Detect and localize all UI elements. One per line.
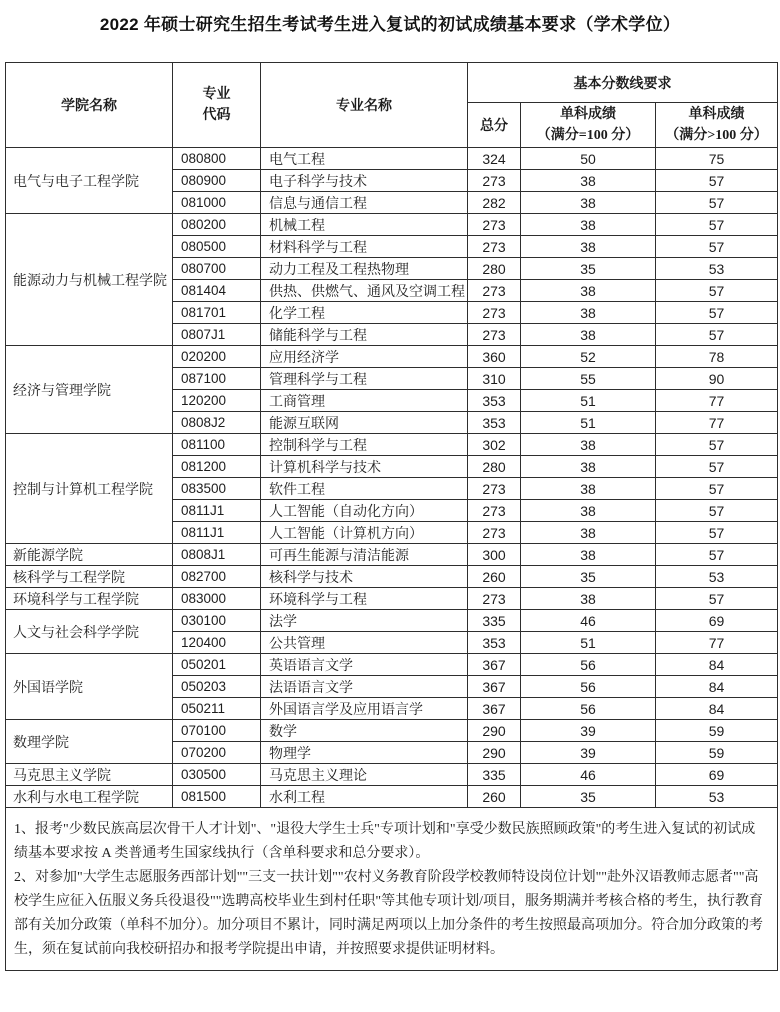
total-score-cell: 273 xyxy=(468,500,521,522)
single-eq100-cell: 39 xyxy=(521,742,656,764)
single-eq100-cell: 46 xyxy=(521,610,656,632)
col-header-single-eq100 xyxy=(521,103,656,148)
single-eq100-cell: 51 xyxy=(521,412,656,434)
col-header-single-gt100-line2: （满分>100 分） xyxy=(665,128,768,143)
single-gt100-cell: 69 xyxy=(656,610,778,632)
major-name-cell: 人工智能（计算机方向） xyxy=(261,522,468,544)
single-eq100-cell: 38 xyxy=(521,522,656,544)
total-score-cell: 360 xyxy=(468,346,521,368)
major-code-cell: 081500 xyxy=(173,786,261,808)
single-gt100-cell: 53 xyxy=(656,786,778,808)
col-header-single-gt100-line1: 单科成绩 xyxy=(688,107,745,122)
major-code-cell: 0808J1 xyxy=(173,544,261,566)
single-eq100-cell: 35 xyxy=(521,786,656,808)
major-code-cell: 081200 xyxy=(173,456,261,478)
table-row xyxy=(6,148,778,170)
single-gt100-cell: 53 xyxy=(656,258,778,280)
single-gt100-cell: 84 xyxy=(656,654,778,676)
table-row xyxy=(6,786,778,808)
total-score-cell: 290 xyxy=(468,720,521,742)
total-score-cell: 273 xyxy=(468,236,521,258)
college-cell: 数理学院 xyxy=(6,720,173,764)
major-name-cell: 计算机科学与技术 xyxy=(261,456,468,478)
single-gt100-cell: 59 xyxy=(656,742,778,764)
col-header-code xyxy=(173,63,261,148)
major-name-cell: 法语语言文学 xyxy=(261,676,468,698)
total-score-cell: 367 xyxy=(468,654,521,676)
major-code-cell: 087100 xyxy=(173,368,261,390)
major-code-cell: 080800 xyxy=(173,148,261,170)
college-cell: 经济与管理学院 xyxy=(6,346,173,434)
single-gt100-cell: 57 xyxy=(656,170,778,192)
single-eq100-cell: 51 xyxy=(521,632,656,654)
single-eq100-cell: 38 xyxy=(521,588,656,610)
total-score-cell: 273 xyxy=(468,588,521,610)
major-name-cell: 控制科学与工程 xyxy=(261,434,468,456)
major-name-cell: 环境科学与工程 xyxy=(261,588,468,610)
total-score-cell: 335 xyxy=(468,764,521,786)
major-name-cell: 电子科学与技术 xyxy=(261,170,468,192)
single-gt100-cell: 57 xyxy=(656,434,778,456)
major-name-cell: 公共管理 xyxy=(261,632,468,654)
single-eq100-cell: 38 xyxy=(521,214,656,236)
college-cell: 新能源学院 xyxy=(6,544,173,566)
single-gt100-cell: 57 xyxy=(656,324,778,346)
table-row xyxy=(6,434,778,456)
major-name-cell: 电气工程 xyxy=(261,148,468,170)
major-code-cell: 081404 xyxy=(173,280,261,302)
major-code-cell: 070100 xyxy=(173,720,261,742)
single-gt100-cell: 57 xyxy=(656,302,778,324)
total-score-cell: 273 xyxy=(468,170,521,192)
major-code-cell: 050211 xyxy=(173,698,261,720)
table-body xyxy=(6,148,778,971)
major-code-cell: 083000 xyxy=(173,588,261,610)
major-code-cell: 080500 xyxy=(173,236,261,258)
major-name-cell: 能源互联网 xyxy=(261,412,468,434)
total-score-cell: 367 xyxy=(468,676,521,698)
major-code-cell: 0811J1 xyxy=(173,522,261,544)
major-code-cell: 020200 xyxy=(173,346,261,368)
major-name-cell: 外国语言学及应用语言学 xyxy=(261,698,468,720)
total-score-cell: 367 xyxy=(468,698,521,720)
total-score-cell: 300 xyxy=(468,544,521,566)
single-gt100-cell: 53 xyxy=(656,566,778,588)
single-gt100-cell: 90 xyxy=(656,368,778,390)
notes-row xyxy=(6,808,778,971)
college-cell: 水利与水电工程学院 xyxy=(6,786,173,808)
major-code-cell: 0807J1 xyxy=(173,324,261,346)
major-code-cell: 050201 xyxy=(173,654,261,676)
single-gt100-cell: 78 xyxy=(656,346,778,368)
major-name-cell: 机械工程 xyxy=(261,214,468,236)
major-name-cell: 储能科学与工程 xyxy=(261,324,468,346)
single-gt100-cell: 57 xyxy=(656,192,778,214)
single-eq100-cell: 35 xyxy=(521,566,656,588)
total-score-cell: 310 xyxy=(468,368,521,390)
single-gt100-cell: 57 xyxy=(656,588,778,610)
table-row xyxy=(6,544,778,566)
col-header-code-line1: 专业 xyxy=(202,87,231,102)
col-header-code-line2: 代码 xyxy=(202,108,231,123)
total-score-cell: 290 xyxy=(468,742,521,764)
single-eq100-cell: 50 xyxy=(521,148,656,170)
col-header-total: 总分 xyxy=(468,103,521,148)
major-name-cell: 信息与通信工程 xyxy=(261,192,468,214)
college-cell: 核科学与工程学院 xyxy=(6,566,173,588)
major-code-cell: 0811J1 xyxy=(173,500,261,522)
col-header-single-gt100 xyxy=(656,103,778,148)
major-code-cell: 083500 xyxy=(173,478,261,500)
total-score-cell: 273 xyxy=(468,522,521,544)
total-score-cell: 353 xyxy=(468,390,521,412)
major-code-cell: 030500 xyxy=(173,764,261,786)
col-header-single-eq100-line1: 单科成绩 xyxy=(560,107,616,122)
col-header-single-eq100-line2: （满分=100 分） xyxy=(536,128,640,143)
major-name-cell: 动力工程及工程热物理 xyxy=(261,258,468,280)
single-gt100-cell: 77 xyxy=(656,412,778,434)
single-gt100-cell: 57 xyxy=(656,236,778,258)
single-eq100-cell: 39 xyxy=(521,720,656,742)
table-row xyxy=(6,654,778,676)
total-score-cell: 353 xyxy=(468,412,521,434)
single-eq100-cell: 52 xyxy=(521,346,656,368)
major-code-cell: 082700 xyxy=(173,566,261,588)
single-gt100-cell: 57 xyxy=(656,478,778,500)
major-code-cell: 120400 xyxy=(173,632,261,654)
single-eq100-cell: 38 xyxy=(521,324,656,346)
major-name-cell: 化学工程 xyxy=(261,302,468,324)
single-eq100-cell: 38 xyxy=(521,192,656,214)
college-cell: 环境科学与工程学院 xyxy=(6,588,173,610)
table-row xyxy=(6,588,778,610)
total-score-cell: 260 xyxy=(468,786,521,808)
single-gt100-cell: 59 xyxy=(656,720,778,742)
total-score-cell: 324 xyxy=(468,148,521,170)
table-row xyxy=(6,346,778,368)
single-eq100-cell: 38 xyxy=(521,456,656,478)
major-code-cell: 080700 xyxy=(173,258,261,280)
table-row xyxy=(6,764,778,786)
note-item: 1、报考"少数民族高层次骨干人才计划"、"退役大学生士兵"专项计划和"享受少数民族照顾政策"的考生进入复试的初试成绩基本要求按 A 类普通考生国家线执行（含单科要求和总分要求）。 xyxy=(14,822,756,861)
college-cell: 马克思主义学院 xyxy=(6,764,173,786)
major-code-cell: 0808J2 xyxy=(173,412,261,434)
table-row xyxy=(6,566,778,588)
total-score-cell: 280 xyxy=(468,258,521,280)
table-header xyxy=(6,63,778,148)
single-gt100-cell: 84 xyxy=(656,698,778,720)
single-eq100-cell: 46 xyxy=(521,764,656,786)
major-name-cell: 人工智能（自动化方向） xyxy=(261,500,468,522)
single-eq100-cell: 55 xyxy=(521,368,656,390)
single-gt100-cell: 57 xyxy=(656,456,778,478)
table-row xyxy=(6,720,778,742)
major-code-cell: 080200 xyxy=(173,214,261,236)
col-header-requirements: 基本分数线要求 xyxy=(468,63,778,103)
major-name-cell: 物理学 xyxy=(261,742,468,764)
total-score-cell: 273 xyxy=(468,302,521,324)
total-score-cell: 273 xyxy=(468,324,521,346)
single-eq100-cell: 38 xyxy=(521,500,656,522)
major-name-cell: 管理科学与工程 xyxy=(261,368,468,390)
major-name-cell: 材料科学与工程 xyxy=(261,236,468,258)
single-eq100-cell: 38 xyxy=(521,236,656,258)
major-name-cell: 马克思主义理论 xyxy=(261,764,468,786)
major-code-cell: 081000 xyxy=(173,192,261,214)
major-code-cell: 081701 xyxy=(173,302,261,324)
major-name-cell: 可再生能源与清洁能源 xyxy=(261,544,468,566)
major-name-cell: 供热、供燃气、通风及空调工程 xyxy=(261,280,468,302)
major-code-cell: 030100 xyxy=(173,610,261,632)
single-eq100-cell: 38 xyxy=(521,170,656,192)
total-score-cell: 353 xyxy=(468,632,521,654)
major-name-cell: 数学 xyxy=(261,720,468,742)
college-cell: 外国语学院 xyxy=(6,654,173,720)
col-header-college: 学院名称 xyxy=(6,63,173,148)
major-name-cell: 水利工程 xyxy=(261,786,468,808)
total-score-cell: 282 xyxy=(468,192,521,214)
single-gt100-cell: 84 xyxy=(656,676,778,698)
table-row xyxy=(6,214,778,236)
page-title: 2022 年硕士研究生招生考试考生进入复试的初试成绩基本要求（学术学位） xyxy=(99,15,681,34)
single-gt100-cell: 77 xyxy=(656,390,778,412)
total-score-cell: 260 xyxy=(468,566,521,588)
col-header-major: 专业名称 xyxy=(261,63,468,148)
single-gt100-cell: 57 xyxy=(656,500,778,522)
college-cell: 能源动力与机械工程学院 xyxy=(6,214,173,346)
major-name-cell: 法学 xyxy=(261,610,468,632)
single-gt100-cell: 57 xyxy=(656,544,778,566)
single-eq100-cell: 38 xyxy=(521,544,656,566)
major-name-cell: 应用经济学 xyxy=(261,346,468,368)
single-eq100-cell: 35 xyxy=(521,258,656,280)
single-eq100-cell: 56 xyxy=(521,676,656,698)
single-eq100-cell: 56 xyxy=(521,698,656,720)
major-name-cell: 核科学与技术 xyxy=(261,566,468,588)
table-row xyxy=(6,610,778,632)
major-code-cell: 080900 xyxy=(173,170,261,192)
major-code-cell: 070200 xyxy=(173,742,261,764)
single-eq100-cell: 38 xyxy=(521,434,656,456)
major-code-cell: 081100 xyxy=(173,434,261,456)
college-cell: 人文与社会科学学院 xyxy=(6,610,173,654)
single-gt100-cell: 69 xyxy=(656,764,778,786)
single-gt100-cell: 57 xyxy=(656,280,778,302)
major-code-cell: 050203 xyxy=(173,676,261,698)
college-cell: 控制与计算机工程学院 xyxy=(6,434,173,544)
single-eq100-cell: 38 xyxy=(521,478,656,500)
single-eq100-cell: 51 xyxy=(521,390,656,412)
score-table xyxy=(5,62,778,971)
college-cell: 电气与电子工程学院 xyxy=(6,148,173,214)
single-eq100-cell: 56 xyxy=(521,654,656,676)
major-name-cell: 工商管理 xyxy=(261,390,468,412)
single-gt100-cell: 57 xyxy=(656,214,778,236)
single-gt100-cell: 77 xyxy=(656,632,778,654)
single-eq100-cell: 38 xyxy=(521,302,656,324)
notes-cell xyxy=(6,808,778,971)
major-name-cell: 软件工程 xyxy=(261,478,468,500)
major-code-cell: 120200 xyxy=(173,390,261,412)
total-score-cell: 273 xyxy=(468,280,521,302)
total-score-cell: 335 xyxy=(468,610,521,632)
total-score-cell: 302 xyxy=(468,434,521,456)
note-item: 2、对参加"大学生志愿服务西部计划""三支一扶计划""农村义务教育阶段学校教师特设岗位计划""赴外汉语教师志愿者""高校学生应征入伍服义务兵役退役""选聘高校毕业生到村任职"等其他专项计划/项目，服务期满并考核合格的考生，执行教育部有关加分政策（单科不加分）。加分项目不累计，同时满足两项以上加分条件的考生按照最高项加分。符合加分政策的考生，须在复试前向我校研招办和报考学院提出申请，并按照要求提供证明材料。 xyxy=(14,870,764,957)
total-score-cell: 280 xyxy=(468,456,521,478)
single-gt100-cell: 57 xyxy=(656,522,778,544)
single-eq100-cell: 38 xyxy=(521,280,656,302)
single-gt100-cell: 75 xyxy=(656,148,778,170)
total-score-cell: 273 xyxy=(468,478,521,500)
total-score-cell: 273 xyxy=(468,214,521,236)
major-name-cell: 英语语言文学 xyxy=(261,654,468,676)
